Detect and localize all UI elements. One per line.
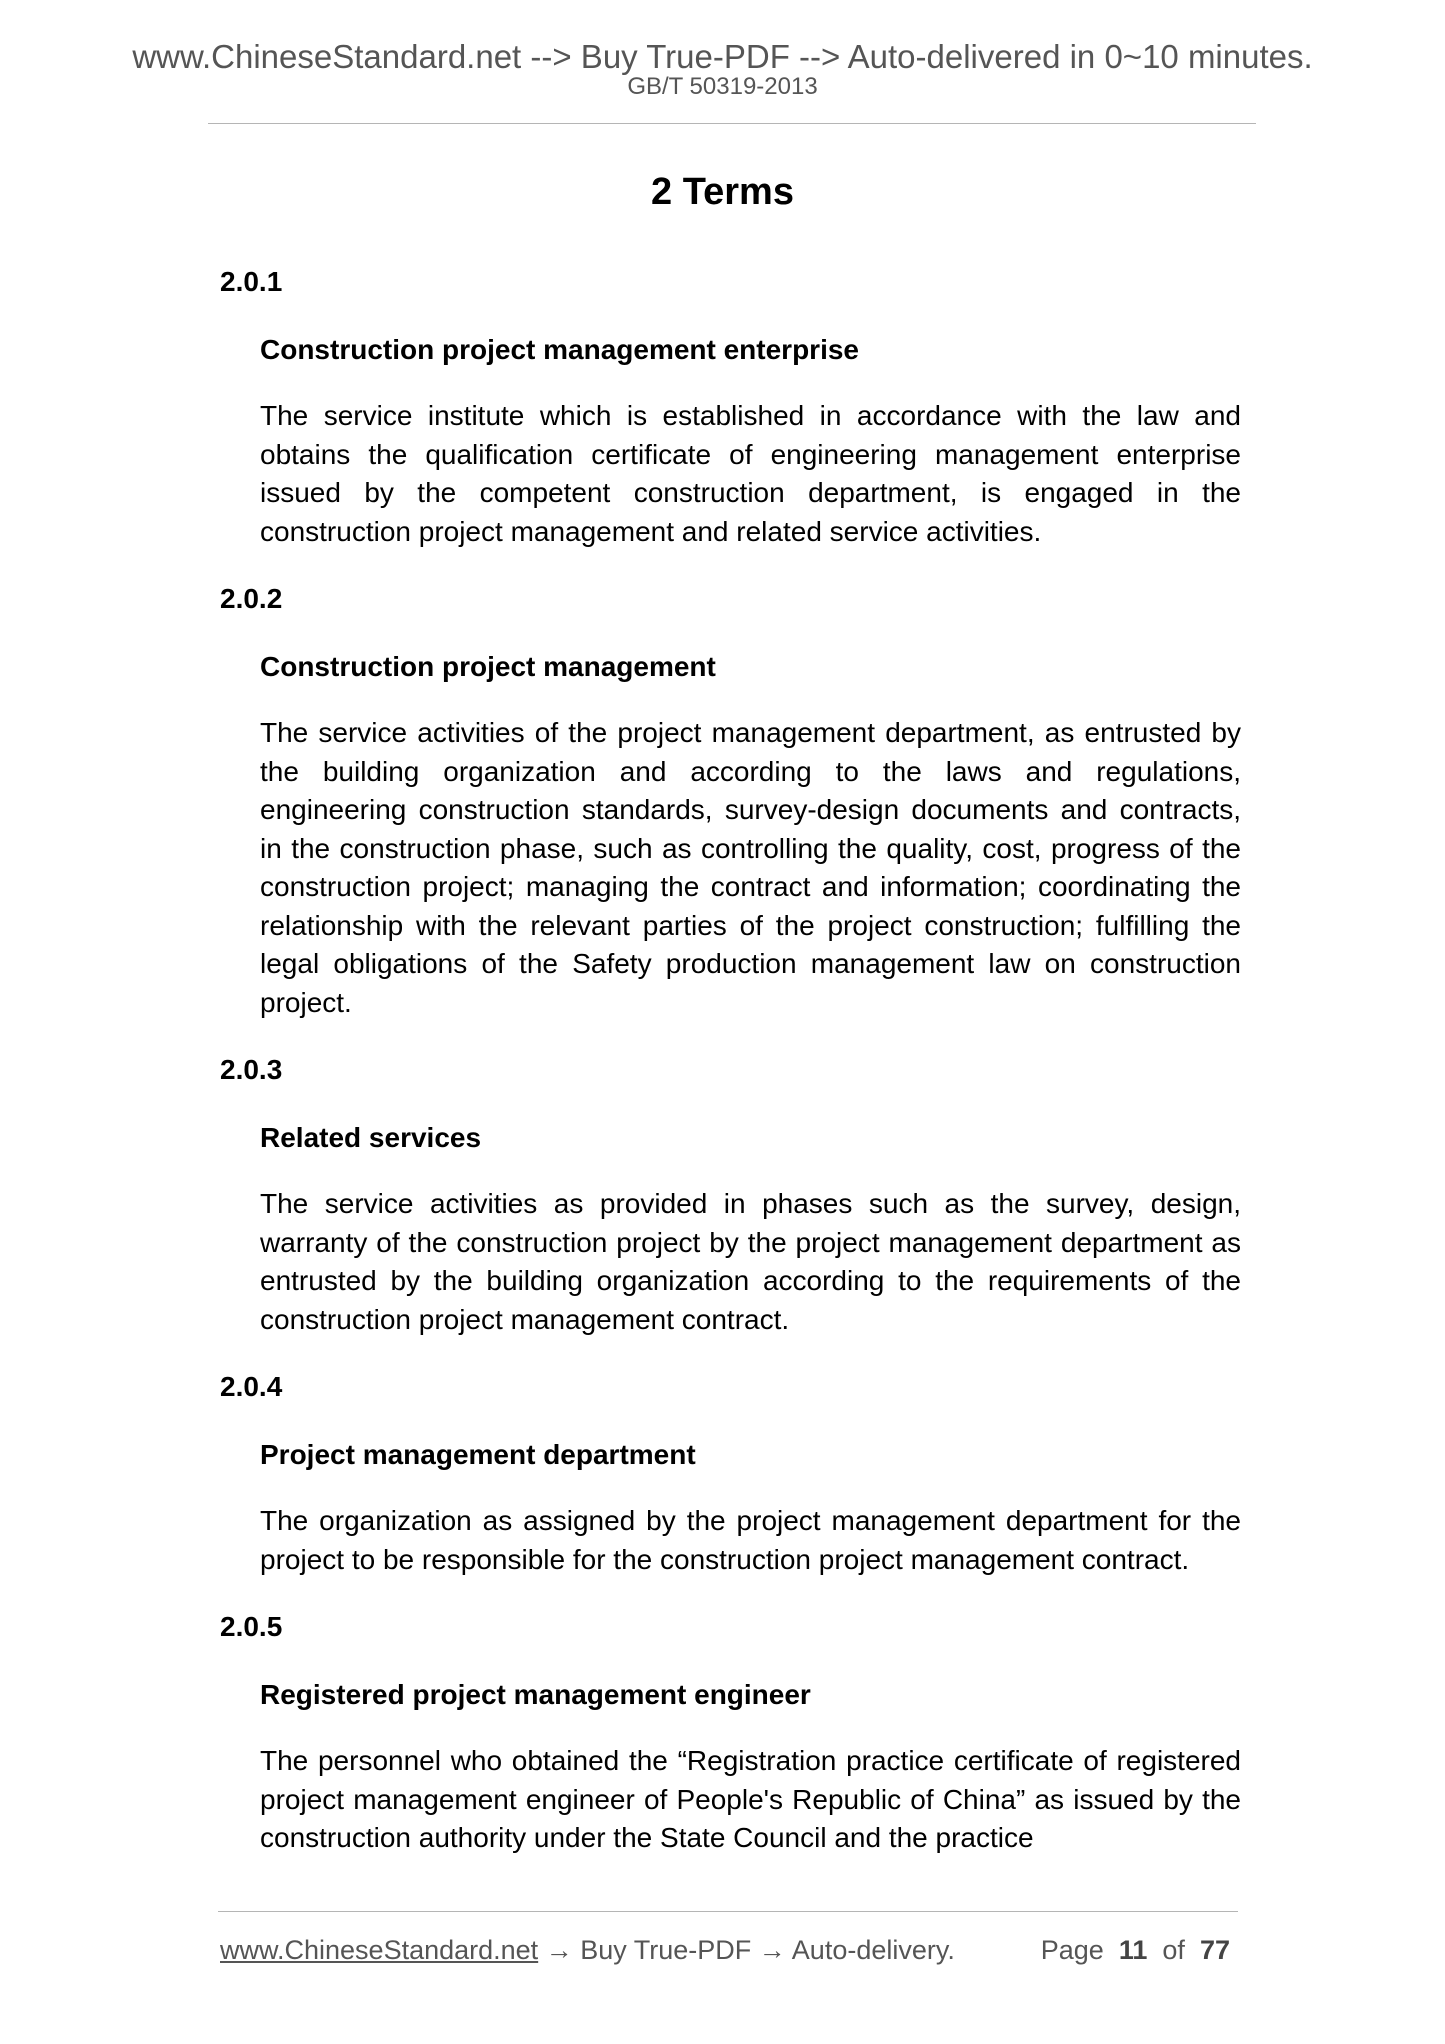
term-definition: The service activities of the project management department, as entrusted by the building organization and according to the laws and regulations, engineering construction standards, survey-design documents and contracts, in the construction phase, such as controlling the quality, cost, progress of the construction project; managing the contract and information; coordinating the relationship with the relevant parties of the project construction; fulfilling the legal obligations of the Safety production management law on construction project. xyxy=(260,717,1241,1018)
page-footer xyxy=(220,1930,1238,1970)
term-heading: Registered project management engineer xyxy=(260,1679,811,1710)
delivery-text: Auto-delivery. xyxy=(791,1935,955,1965)
clause-number: 2.0.4 xyxy=(220,1371,283,1402)
footer-promo xyxy=(220,1930,955,1970)
total-pages: 77 xyxy=(1199,1935,1230,1965)
site-banner: www.ChineseStandard.net --> Buy True-PDF --> Auto-delivered in 0~10 minutes. xyxy=(132,38,1313,75)
term-heading: Construction project management enterprise xyxy=(260,334,860,365)
header-divider xyxy=(208,123,1256,124)
clause-number: 2.0.1 xyxy=(220,266,283,297)
arrow-right-icon: → xyxy=(545,1935,573,1965)
term-heading: Project management department xyxy=(260,1439,696,1470)
term-heading: Related services xyxy=(260,1122,482,1153)
of-label: of xyxy=(1162,1935,1185,1965)
clause-2-0-4 xyxy=(220,1367,1241,1579)
standard-code: GB/T 50319-2013 xyxy=(627,73,818,100)
clause-number: 2.0.3 xyxy=(220,1054,283,1085)
term-definition: The organization as assigned by the project management department for the project to be responsible for the construction project management contract. xyxy=(260,1505,1241,1575)
term-definition: The service activities as provided in phases such as the survey, design, warranty of the construction project by the project management department as entrusted by the building organization according to the requirements of the construction project management contract. xyxy=(260,1188,1241,1335)
page-number: 11 xyxy=(1118,1935,1148,1965)
page-label: Page xyxy=(1040,1935,1104,1965)
clause-2-0-5 xyxy=(220,1607,1241,1858)
clause-number: 2.0.2 xyxy=(220,583,283,614)
clause-2-0-3 xyxy=(220,1050,1241,1339)
clause-2-0-1 xyxy=(220,262,1241,551)
terms-content xyxy=(220,262,1241,1886)
page-indicator xyxy=(1041,1930,1230,1970)
arrow-right-icon: → xyxy=(758,1935,786,1965)
footer-divider xyxy=(218,1911,1238,1912)
buy-text: Buy True-PDF xyxy=(580,1935,752,1965)
site-link[interactable]: www.ChineseStandard.net xyxy=(220,1935,539,1965)
clause-2-0-2 xyxy=(220,579,1241,1022)
clause-number: 2.0.5 xyxy=(220,1611,283,1642)
term-definition: The personnel who obtained the “Registration practice certificate of registered project management engineer of People's Republic of China” as issued by the construction authority under the State Council and the practice xyxy=(260,1745,1241,1853)
chapter-title: 2 Terms xyxy=(651,171,794,213)
term-heading: Construction project management xyxy=(260,651,716,682)
term-definition: The service institute which is established in accordance with the law and obtains the qualification certificate of engineering management enterprise issued by the competent construction department, is engaged in the construction project management and related service activities. xyxy=(260,400,1241,547)
